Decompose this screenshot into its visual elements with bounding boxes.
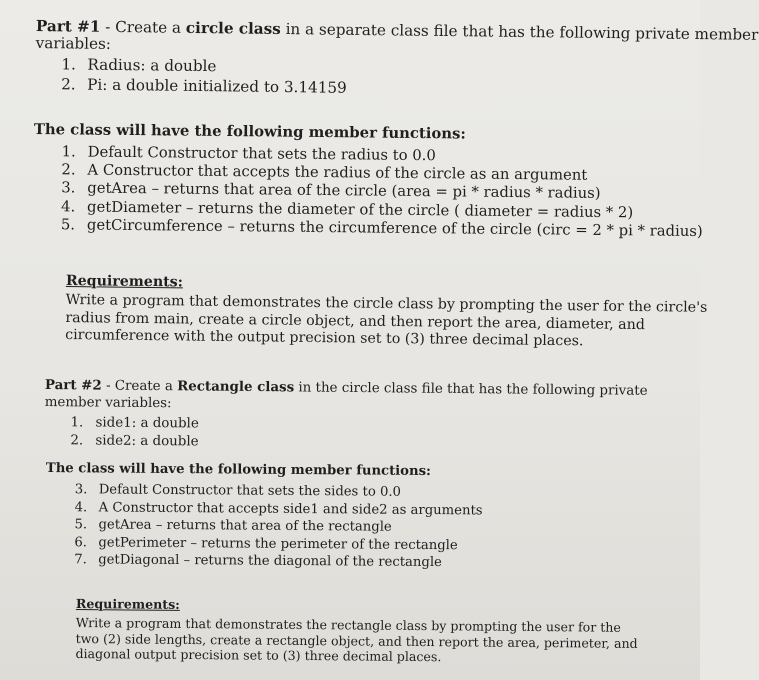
list-text: Default Constructor that sets the sides to 0.0 [98, 482, 402, 500]
part1-intro-line2: variables: [35, 34, 112, 53]
requirements2-line: two (2) side lengths, create a rectangle object, and then report the area, perimeter, and [75, 630, 638, 651]
requirements2-heading: Requirements: [75, 596, 180, 612]
part2-intro-text-b: in the circle class file that has the following private [294, 380, 648, 399]
functions1-section [33, 120, 703, 241]
list-text: A Constructor that accepts side1 and side2 as arguments [98, 500, 483, 519]
list-text: Radius: a double [87, 55, 217, 76]
list-number: 2. [61, 161, 76, 179]
list-number: 4. [74, 499, 88, 515]
part2-section [44, 377, 700, 455]
part1-variables-list [61, 55, 699, 102]
list-number: 1. [70, 415, 84, 431]
list-number: 3. [61, 179, 76, 197]
list-number: 5. [60, 216, 76, 234]
list-number: 2. [61, 74, 76, 94]
list-number: 7. [74, 552, 87, 568]
part2-intro-text-a: - Create a [101, 378, 178, 395]
requirements2-line: Write a program that demonstrates the rectangle class by prompting the user for the [75, 614, 621, 635]
list-text: getCircumference – returns the circumference of the circle (circ = 2 * pi * radius) [86, 216, 703, 240]
requirements2-line: diagonal output precision set to (3) three decimal places. [75, 646, 442, 665]
list-number: 6. [74, 535, 88, 551]
functions2-heading: The class will have the following member functions: [45, 460, 431, 480]
list-text: getDiameter – returns the diameter of the circle ( diameter = radius * 2) [87, 198, 634, 221]
list-text: getDiagonal – returns the diagonal of the rectangle [98, 552, 442, 571]
list-text: getArea – returns that area of the circle (area = pi * radius * radius) [87, 179, 601, 203]
functions1-heading: The class will have the following member functions: [33, 120, 466, 143]
list-text: side1: a double [95, 415, 199, 432]
functions1-list [60, 143, 703, 241]
list-number: 1. [61, 143, 76, 161]
part1-section [35, 17, 759, 102]
part2-intro-line2: member variables: [44, 394, 172, 412]
requirements2-section [75, 596, 700, 667]
list-text: getPerimeter – returns the perimeter of the rectangle [98, 535, 458, 554]
requirements1-line: radius from main, create a circle object, and then report the area, diameter, and [65, 309, 645, 333]
list-text: A Constructor that accepts the radius of the circle as an argument [87, 161, 588, 184]
list-number: 2. [70, 432, 84, 448]
part1-intro [35, 17, 759, 60]
part2-intro-bold: Rectangle class [177, 378, 295, 396]
requirements1-heading: Requirements: [65, 272, 184, 291]
list-text: Pi: a double initialized to 3.14159 [87, 75, 347, 97]
list-number: 4. [61, 197, 76, 216]
list-number: 5. [74, 517, 88, 533]
list-text: getArea – returns that area of the rectangle [98, 517, 392, 535]
list-number: 3. [74, 482, 88, 498]
part1-intro-text-b: in a separate class file that has the following private member [280, 19, 759, 44]
list-number: 1. [61, 55, 77, 74]
functions2-section [45, 460, 700, 574]
part1-intro-text-a: - Create a [100, 17, 186, 37]
requirements1-line: circumference with the output precision set to (3) three decimal places. [65, 326, 584, 350]
part2-label: Part #2 [44, 377, 102, 394]
part2-variables-list [70, 414, 699, 455]
list-text: Default Constructor that sets the radius to 0.0 [87, 143, 436, 165]
list-item [74, 552, 699, 575]
list-text: side2: a double [95, 432, 199, 449]
requirements1-line: Write a program that demonstrates the circle class by prompting the user for the circle's [65, 291, 708, 316]
requirements1-section [65, 272, 708, 352]
part1-label: Part #1 [35, 17, 101, 36]
part1-intro-bold: circle class [185, 18, 281, 38]
functions2-list [74, 481, 700, 574]
